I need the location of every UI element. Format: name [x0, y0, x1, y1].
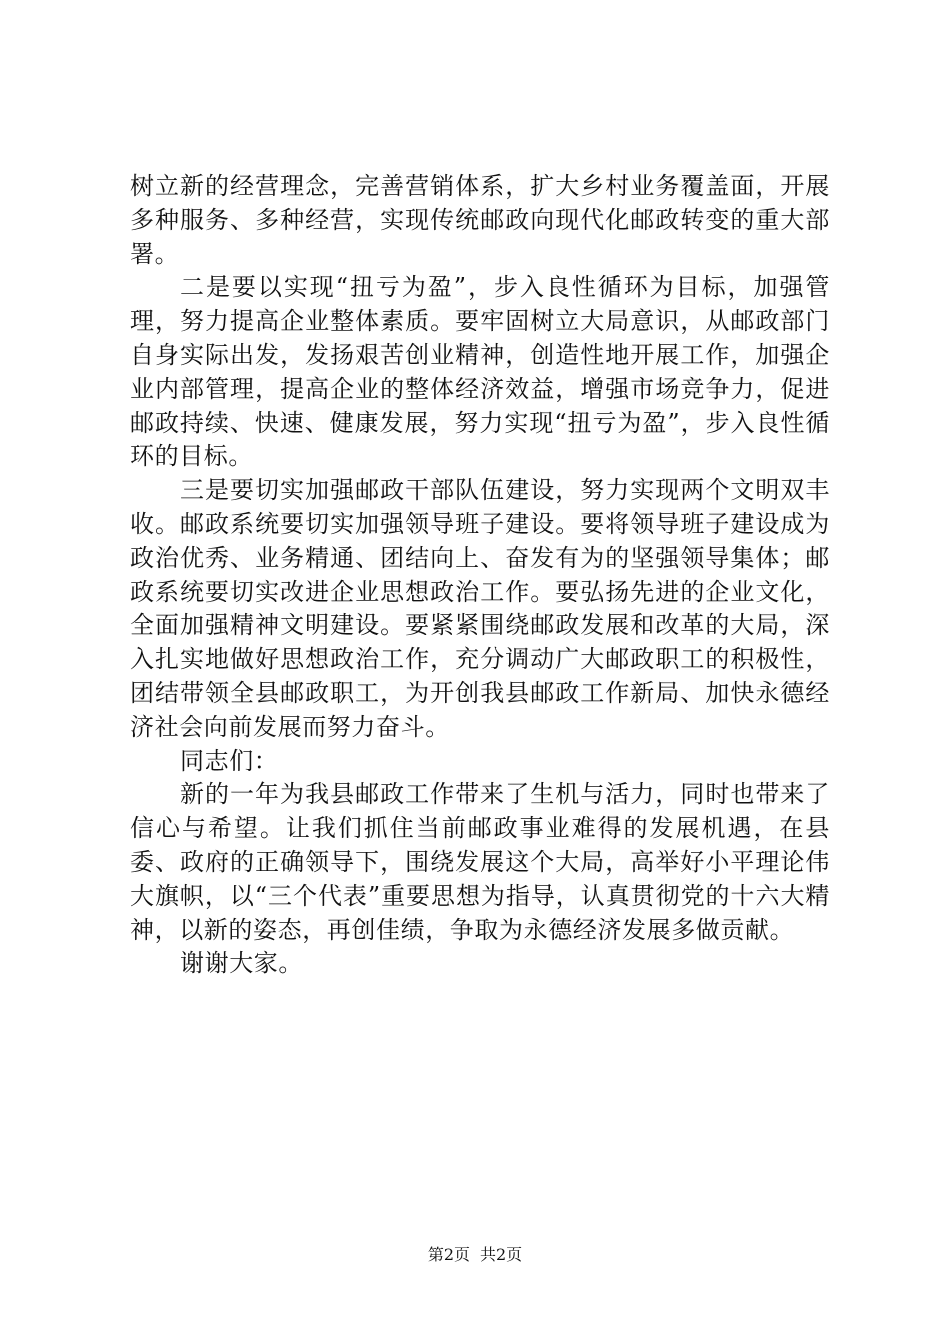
document-body: [130, 170, 830, 981]
paragraph-1: 树立新的经营理念，完善营销体系，扩大乡村业务覆盖面，开展多种服务、多种经营，实现传统邮政向现代化邮政转变的重大部署。: [130, 172, 830, 268]
paragraph-4-salutation: 同志们：: [180, 746, 279, 775]
paragraph-3: 三是要切实加强邮政干部队伍建设，努力实现两个文明双丰收。邮政系统要切实加强领导班子建设。要将领导班子建设成为政治优秀、业务精通、团结向上、奋发有为的坚强领导集体；邮政系统要切实改进企业思想政治工作。要弘扬先进的企业文化，全面加强精神文明建设。要紧紧围绕邮政发展和改革的大局，深入扎实地做好思想政治工作，充分调动广大邮政职工的积极性，团结带领全县邮政职工，为开创我县邮政工作新局、加快永德经济社会向前发展而努力奋斗。: [130, 476, 830, 741]
page-footer: [0, 1245, 950, 1265]
paragraph-2: 二是要以实现“扭亏为盈”，步入良性循环为目标，加强管理，努力提高企业整体素质。要牢固树立大局意识，从邮政部门自身实际出发，发扬艰苦创业精神，创造性地开展工作，加强企业内部管理，提高企业的整体经济效益，增强市场竞争力，促进邮政持续、快速、健康发展，努力实现“扭亏为盈”，步入良性循环的目标。: [130, 273, 830, 471]
page-number-current: 第2页: [427, 1245, 470, 1264]
paragraph-6-closing: 谢谢大家。: [180, 949, 303, 978]
paragraph-5: 新的一年为我县邮政工作带来了生机与活力，同时也带来了信心与希望。让我们抓住当前邮政事业难得的发展机遇，在县委、政府的正确领导下，围绕发展这个大局，高举好小平理论伟大旗帜，以“三个代表”重要思想为指导，认真贯彻党的十六大精神，以新的姿态，再创佳绩，争取为永德经济发展多做贡献。: [130, 780, 830, 944]
page-number-total: 共2页: [480, 1245, 523, 1264]
